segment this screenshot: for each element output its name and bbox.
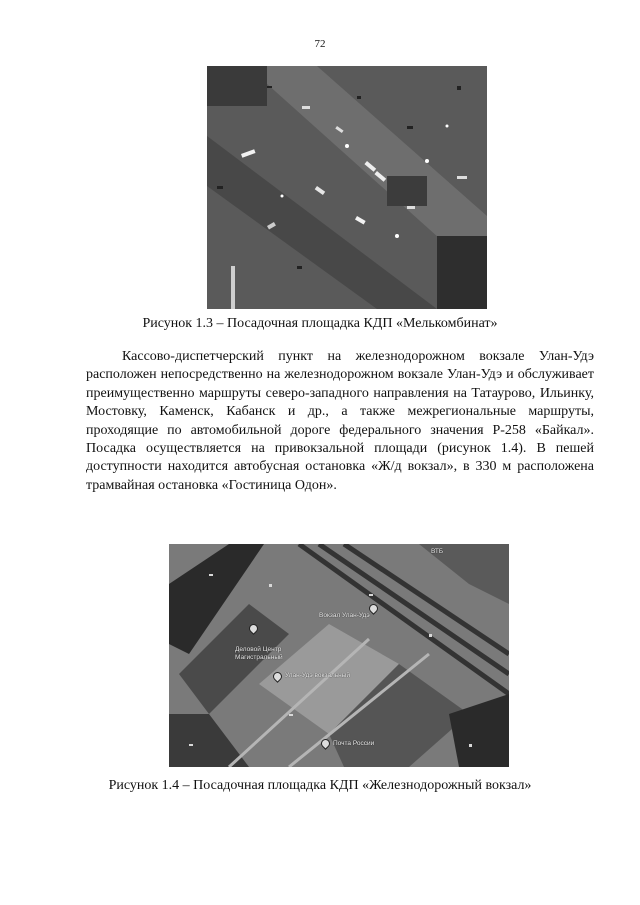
page-number: 72 [314,38,326,50]
map-label-bottom: Почта России [333,740,375,747]
map-label-station-square: Вокзал Улан-Удэ [319,612,370,619]
map-label-center: Деловой Центр Магистральный [235,646,283,661]
map-label-top-right: ВТБ [431,548,444,555]
map-label-hall: Улан-Удэ вокзальный [285,672,351,679]
body-paragraph: Кассово-диспетчерский пункт на железнодорожном вокзале Улан-Удэ расположен непосредственно на железнодорожном вокзале Улан-Удэ и обслуживает преимущественно маршруты северо-западного направления на Татаурово, Ильинку, Мостовку, Каменск, Кабанск и др., а также межрегиональные маршруты, проходящие по автомобильной дороге федерального значения Р-258 «Байкал». Посадка осуществляется на привокзальной площади (рисунок 1.4). В пешей доступности находится автобусная остановка «Ж/д вокзал», в 330 м расположена трамвайная остановка «Гостиница Одон». [86,349,594,493]
satellite-map-railway-station [169,544,509,767]
figure-1-caption: Рисунок 1.3 – Посадочная площадка КДП «Мелькомбинат» [142,316,498,331]
aerial-photo-melkombinat [207,66,487,309]
figure-2-caption: Рисунок 1.4 – Посадочная площадка КДП «Железнодорожный вокзал» [108,778,532,793]
